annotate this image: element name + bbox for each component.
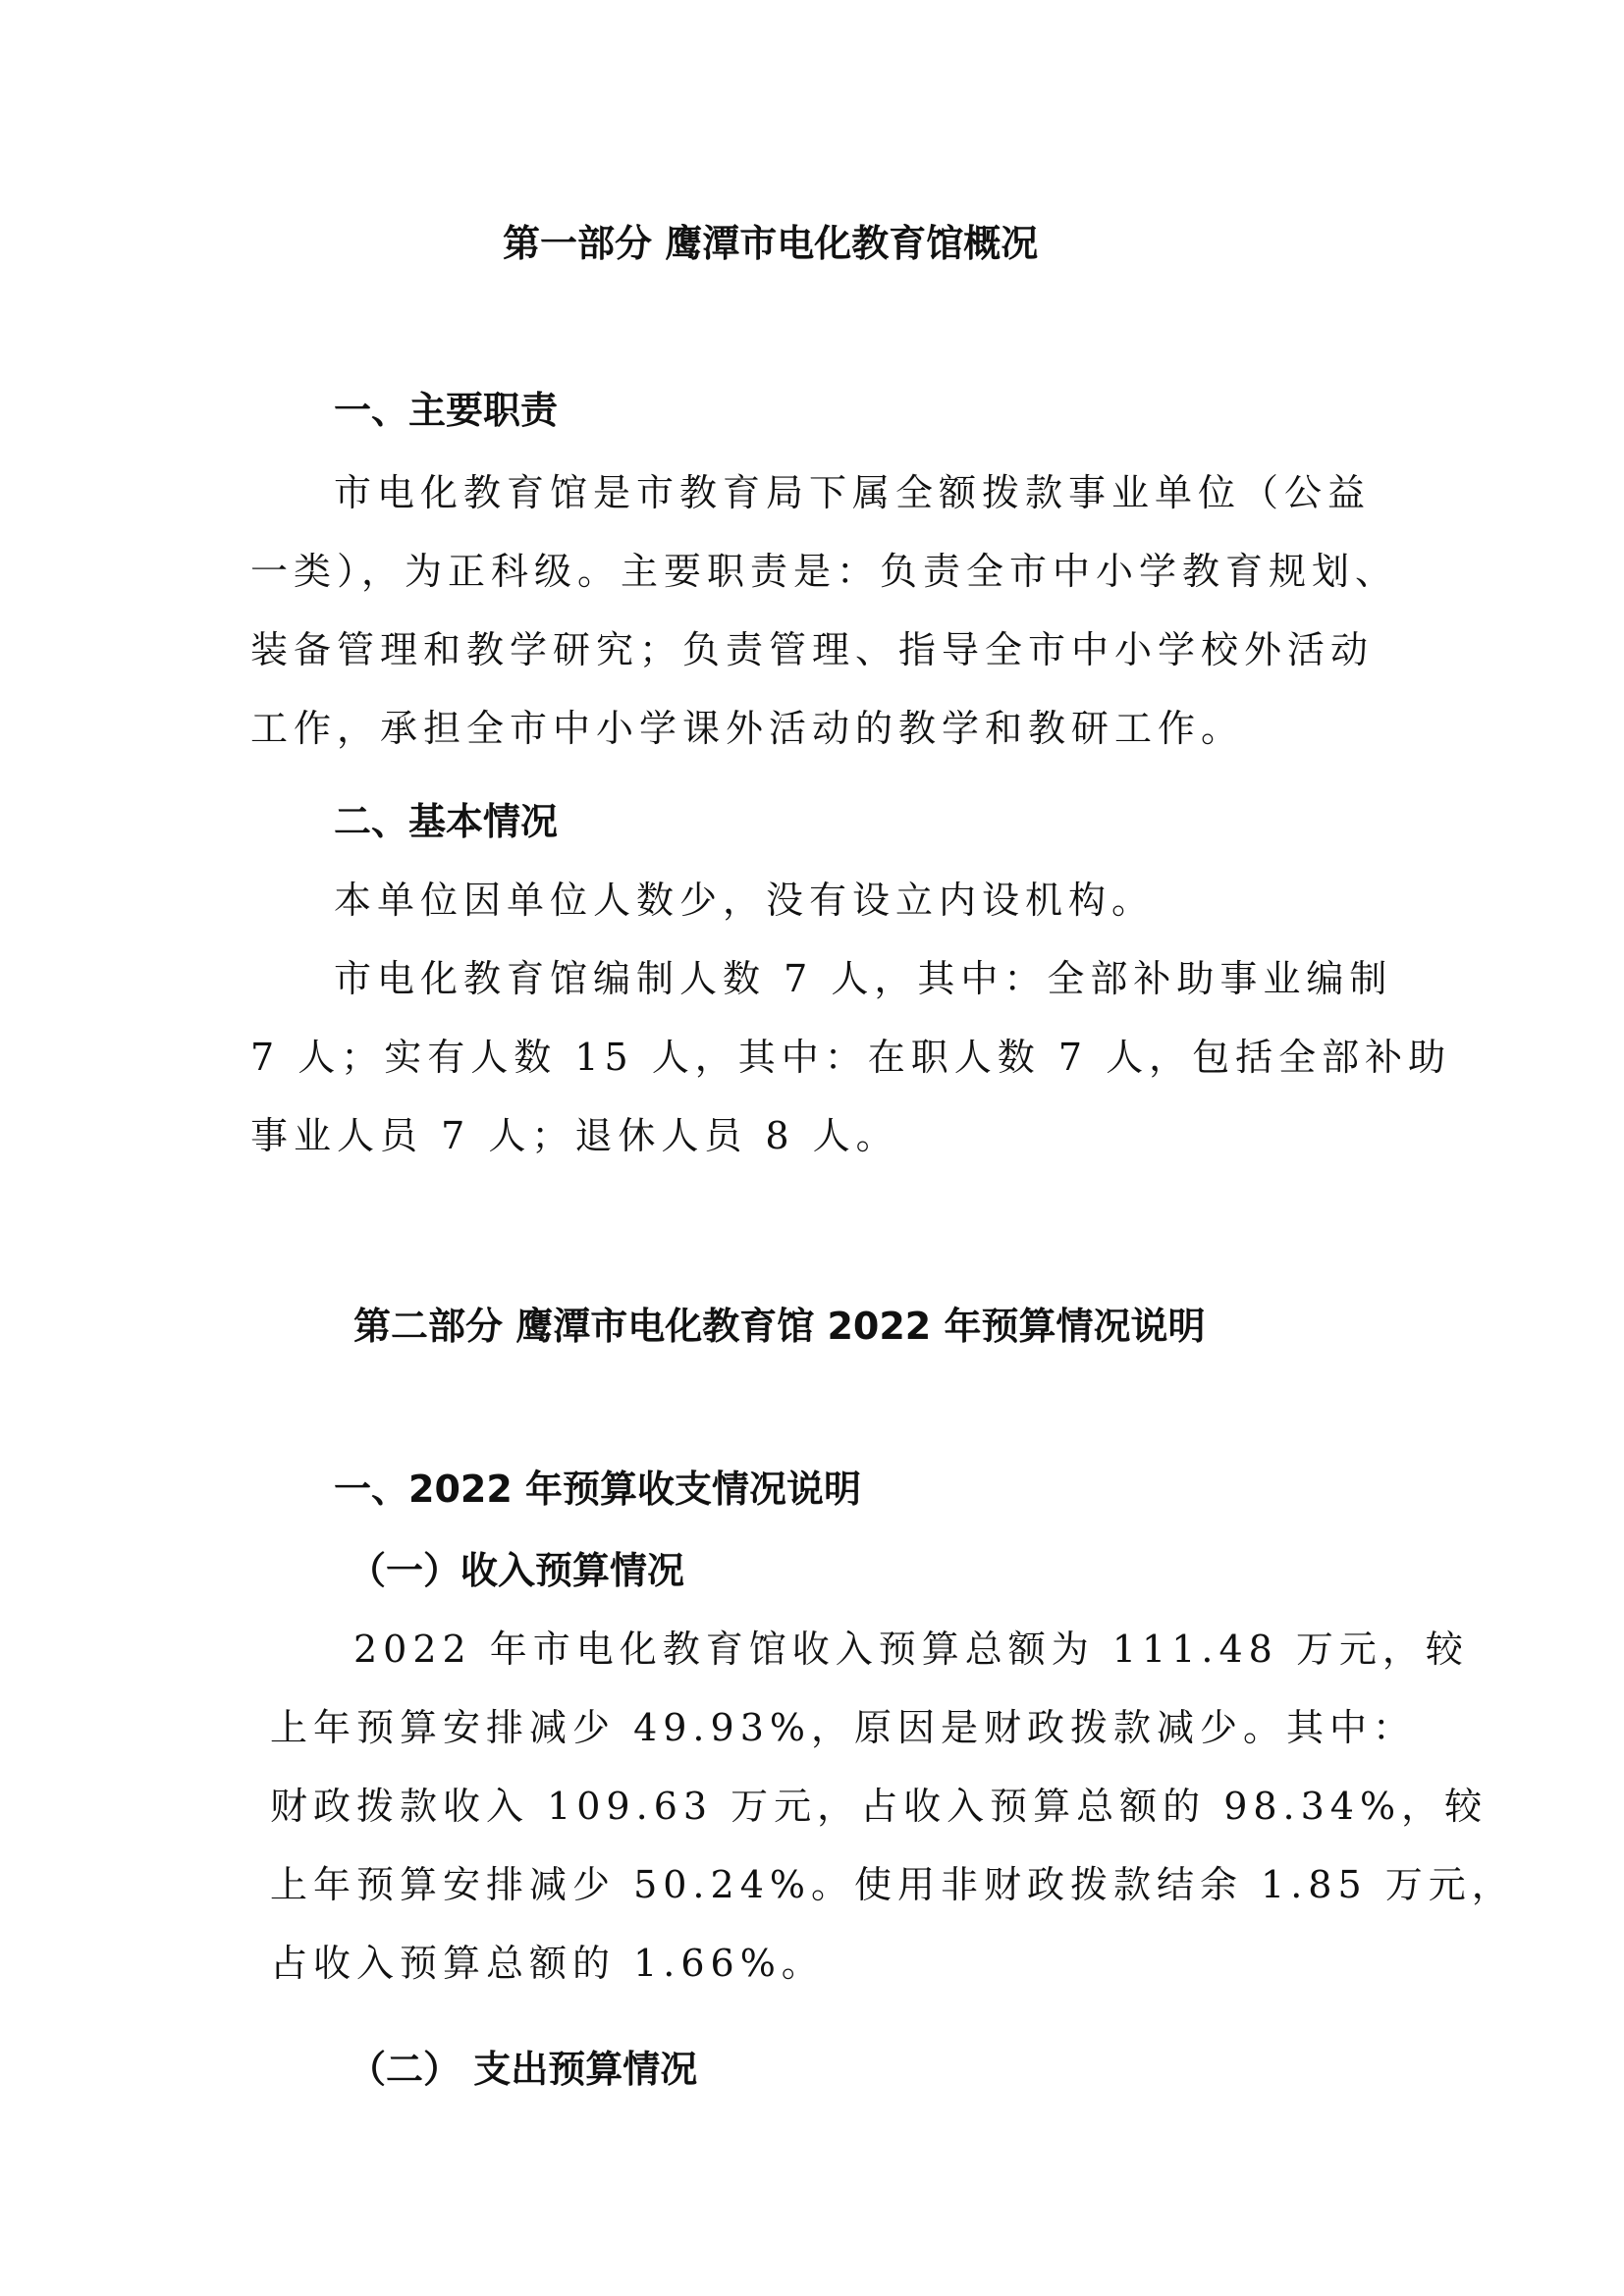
section1-line-2: 一类），为正科级。主要职责是：负责全市中小学教育规划、 — [250, 550, 1399, 593]
section2-line-2: 7 人；实有人数 15 人，其中：在职人数 7 人，包括全部补助 — [250, 1036, 1452, 1079]
part2-title: 第二部分 鹰潭市电化教育馆 2022 年预算情况说明 — [353, 1305, 1206, 1348]
section1-line-3: 装备管理和教学研究；负责管理、指导全市中小学校外活动 — [250, 628, 1375, 671]
income-line-3: 财政拨款收入 109.63 万元，占收入预算总额的 98.34%，较 — [270, 1785, 1489, 1828]
section1-paragraph — [250, 454, 1399, 768]
section1-line-4: 工作，承担全市中小学课外活动的教学和教研工作。 — [250, 707, 1245, 750]
part2-section1-heading: 一、2022 年预算收支情况说明 — [334, 1468, 861, 1511]
section2-line-1: 市电化教育馆编制人数 7 人，其中：全部补助事业编制 — [334, 957, 1393, 1000]
income-line-5: 占收入预算总额的 1.66%。 — [270, 1942, 825, 1985]
section2-heading: 二、基本情况 — [334, 800, 559, 843]
income-line-1: 2022 年市电化教育馆收入预算总额为 111.48 万元，较 — [353, 1628, 1469, 1671]
part1-title: 第一部分 鹰潭市电化教育馆概况 — [503, 222, 1039, 265]
section2-paragraph-2 — [250, 939, 1452, 1175]
income-budget-heading: （一）收入预算情况 — [349, 1549, 685, 1592]
income-line-4: 上年预算安排减少 50.24%。使用非财政拨款结余 1.85 万元， — [270, 1863, 1515, 1906]
income-line-2: 上年预算安排减少 49.93%，原因是财政拨款减少。其中： — [270, 1706, 1416, 1749]
income-budget-paragraph — [270, 1610, 1515, 2002]
section2-line-3: 事业人员 7 人；退休人员 8 人。 — [250, 1114, 899, 1157]
section2-paragraph-1: 本单位因单位人数少，没有设立内设机构。 — [334, 879, 1156, 922]
expenditure-budget-heading: （二） 支出预算情况 — [349, 2048, 698, 2091]
section1-line-1: 市电化教育馆是市教育局下属全额拨款事业单位（公益 — [334, 471, 1372, 514]
section1-heading: 一、主要职责 — [334, 389, 559, 432]
